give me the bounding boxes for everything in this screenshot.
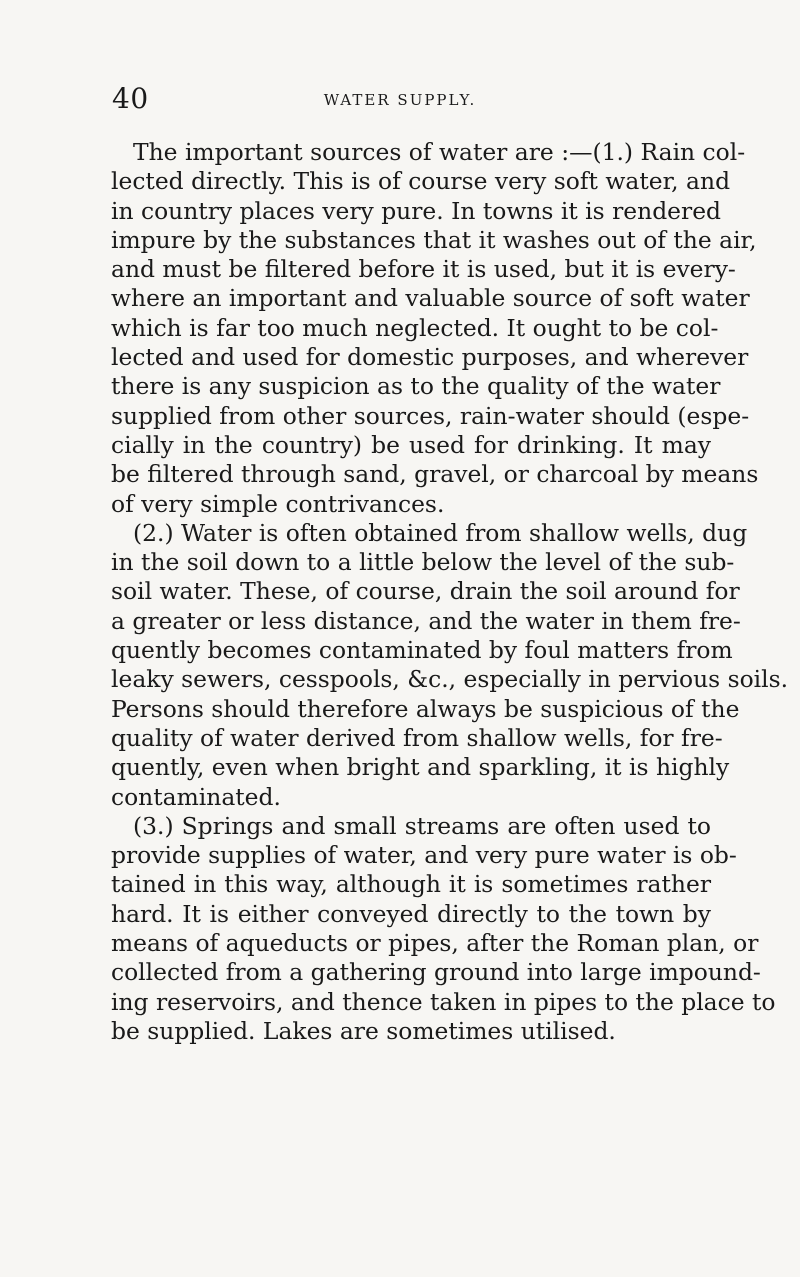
text-line: provide supplies of water, and very pure water is ob- xyxy=(111,841,737,870)
text-line: lected directly. This is of course very soft water, and xyxy=(111,167,731,196)
text-line: be filtered through sand, gravel, or charcoal by means xyxy=(111,460,759,489)
paragraph-rain-water xyxy=(111,138,759,519)
text-line: a greater or less distance, and the water in them fre- xyxy=(111,606,741,635)
text-line: quality of water derived from shallow wells, for fre- xyxy=(111,723,723,752)
text-line: there is any suspicion as to the quality of the water xyxy=(111,372,721,401)
text-line: Persons should therefore always be suspicious of the xyxy=(111,694,740,723)
text-line: (2.) Water is often obtained from shallow wells, dug xyxy=(133,518,748,547)
paragraph-shallow-wells xyxy=(111,518,789,812)
text-line: and must be filtered before it is used, but it is every- xyxy=(111,255,736,284)
text-line: tained in this way, although it is sometimes rather xyxy=(111,870,711,899)
text-line: soil water. These, of course, drain the soil around for xyxy=(111,577,740,606)
paragraph-springs-streams xyxy=(111,811,776,1046)
text-line: lected and used for domestic purposes, and wherever xyxy=(111,343,749,372)
text-line: cially in the country) be used for drinking. It may xyxy=(111,430,711,459)
body-text xyxy=(111,138,789,1046)
text-line: collected from a gathering ground into large impound- xyxy=(111,958,761,987)
text-line: contaminated. xyxy=(111,782,281,811)
page-number: 40 xyxy=(112,82,149,115)
text-line: ing reservoirs, and thence taken in pipes to the place to xyxy=(111,987,776,1016)
text-line: hard. It is either conveyed directly to the town by xyxy=(111,899,711,928)
text-line: supplied from other sources, rain-water should (espe- xyxy=(111,401,750,430)
text-line: leaky sewers, cesspools, &c., especially in pervious soils. xyxy=(111,665,789,694)
text-line: where an important and valuable source of soft water xyxy=(111,284,750,313)
text-line: be supplied. Lakes are sometimes utilised. xyxy=(111,1016,616,1045)
text-line: in country places very pure. In towns it is rendered xyxy=(111,196,722,225)
text-line: means of aqueducts or pipes, after the Roman plan, or xyxy=(111,929,759,958)
text-line: of very simple contrivances. xyxy=(111,489,445,518)
text-line: impure by the substances that it washes out of the air, xyxy=(111,225,757,254)
text-line: quently becomes contaminated by foul matters from xyxy=(111,636,733,665)
text-line: which is far too much neglected. It ought to be col- xyxy=(111,313,719,342)
text-line: The important sources of water are :—(1.) Rain col- xyxy=(133,138,746,166)
text-line: (3.) Springs and small streams are often used to xyxy=(133,811,711,840)
text-line: in the soil down to a little below the level of the sub- xyxy=(111,548,735,577)
text-line: quently, even when bright and sparkling, it is highly xyxy=(111,753,730,782)
running-head: WATER SUPPLY. xyxy=(323,91,477,109)
